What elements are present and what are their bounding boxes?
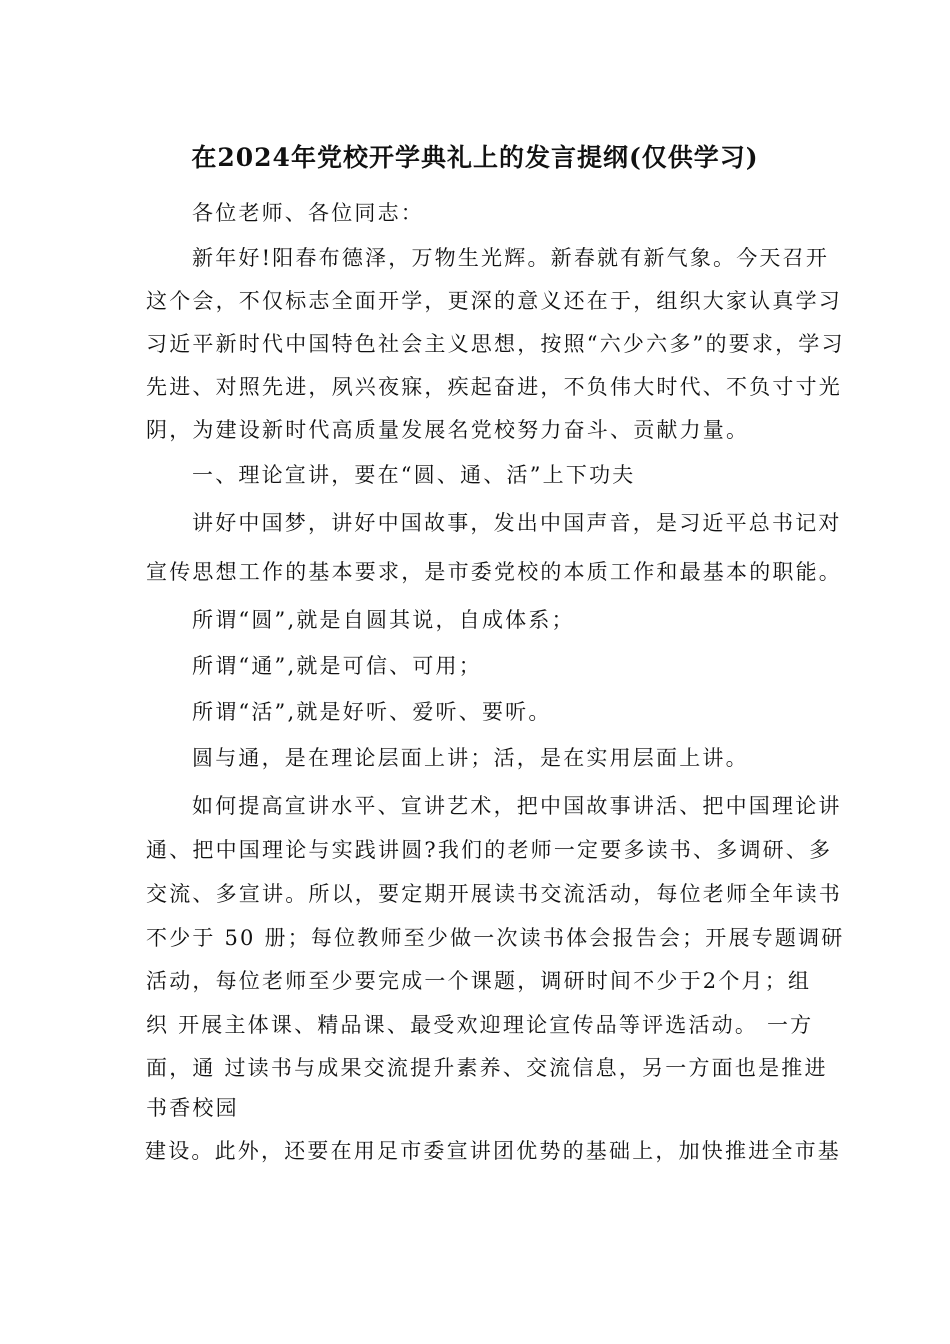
paragraph-line: 建设。此外，还要在用足市委宣讲团优势的基础上，加快推进全市基 bbox=[145, 1139, 841, 1163]
paragraph-line: 织 开展主体课、精品课、最受欢迎理论宣传品等评选活动。 一方 bbox=[146, 1013, 814, 1037]
paragraph-line: 讲好中国梦，讲好中国故事，发出中国声音，是习近平总书记对 bbox=[192, 511, 842, 535]
paragraph-line: 这个会，不仅标志全面开学，更深的意义还在于，组织大家认真学习 bbox=[146, 289, 842, 313]
paragraph-line: 圆与通，是在理论层面上讲；活，是在实用层面上讲。 bbox=[192, 746, 749, 770]
document-title: 在2024年党校开学典礼上的发言提纲(仅供学习) bbox=[191, 143, 759, 172]
paragraph-line: 不少于 50 册；每位教师至少做一次读书体会报告会；开展专题调研 bbox=[146, 926, 845, 950]
paragraph-line: 所谓“通”,就是可信、可用； bbox=[192, 654, 482, 678]
paragraph-line: 活动，每位老师至少要完成一个课题，调研时间不少于2个月；组 bbox=[146, 969, 812, 993]
paragraph-line: 书香校园 bbox=[146, 1096, 239, 1120]
paragraph-line: 习近平新时代中国特色社会主义思想，按照“六少六多”的要求，学习 bbox=[146, 332, 845, 356]
salutation: 各位老师、各位同志： bbox=[192, 201, 424, 225]
paragraph-line: 新年好!阳春布德泽，万物生光辉。新春就有新气象。今天召开 bbox=[192, 246, 830, 270]
paragraph-line: 面，通 过读书与成果交流提升素养、交流信息，另一方面也是推进 bbox=[146, 1056, 828, 1080]
paragraph-line: 宣传思想工作的基本要求，是市委党校的本质工作和最基本的职能。 bbox=[146, 560, 842, 584]
paragraph-line: 通、把中国理论与实践讲圆?我们的老师一定要多读书、多调研、多 bbox=[146, 838, 833, 862]
paragraph-line: 如何提高宣讲水平、宣讲艺术，把中国故事讲活、把中国理论讲 bbox=[192, 794, 842, 818]
paragraph-line: 先进、对照先进，夙兴夜寐，疾起奋进，不负伟大时代、不负寸寸光 bbox=[146, 375, 842, 399]
paragraph-line: 所谓“圆”,就是自圆其说，自成体系； bbox=[192, 608, 575, 632]
paragraph-line: 交流、多宣讲。所以，要定期开展读书交流活动，每位老师全年读书 bbox=[146, 882, 842, 906]
section-heading: 一、理论宣讲，要在“圆、通、活”上下功夫 bbox=[192, 463, 636, 487]
paragraph-line: 阴，为建设新时代高质量发展名党校努力奋斗、贡献力量。 bbox=[146, 418, 750, 442]
paragraph-line: 所谓“活”,就是好听、爱听、要听。 bbox=[192, 700, 552, 724]
